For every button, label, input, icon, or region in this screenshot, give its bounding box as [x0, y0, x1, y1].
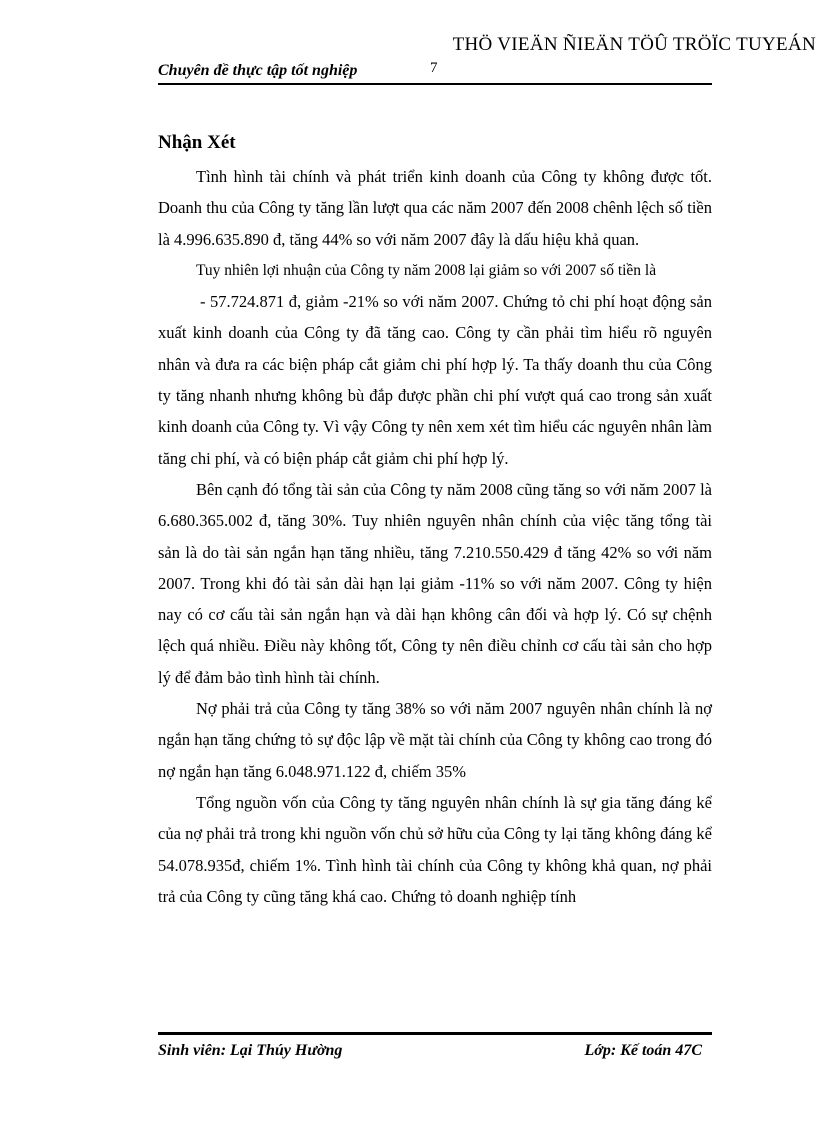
footer-student-name: Sinh viên: Lại Thúy Hường: [158, 1042, 343, 1059]
header-title: Chuyên đề thực tập tốt nghiệp: [158, 62, 358, 79]
paragraph-liabilities: Nợ phải trả của Công ty tăng 38% so với năm 2007 nguyên nhân chính là nợ ngắn hạn tăng chứng tỏ sự độc lập về mặt tài chính của Công ty không cao trong đó nợ ngắn hạn tăng 6.048.971.122 đ, chiếm 35%: [158, 699, 712, 781]
paragraph-capital: Tổng nguồn vốn của Công ty tăng nguyên nhân chính là sự gia tăng đáng kể của nợ phải trả trong khi nguồn vốn chủ sở hữu của Công ty lại tăng không đáng kể 54.078.935đ, chiếm 1%. Tình hình tài chính của Công ty không khả quan, nợ phải trả của Công ty cũng tăng khá cao. Chứng tỏ doanh nghiệp tính: [158, 792, 712, 906]
header-divider: [158, 83, 712, 85]
paragraph-profit-intro: Tuy nhiên lợi nhuận của Công ty năm 2008 lại giảm so với 2007 số tiền là: [196, 261, 657, 279]
paragraph-revenue: Tình hình tài chính và phát triển kinh doanh của Công ty không được tốt. Doanh thu của Công ty tăng lần lượt qua các năm 2007 đến 2008 chênh lệch số tiền là 4.996.635.890 đ, tăng 44% so với năm 2007 đây là dấu hiệu khả quan.: [158, 167, 712, 249]
section-heading: Nhận Xét: [158, 132, 236, 153]
main-content: [158, 130, 712, 912]
paragraph-assets: Bên cạnh đó tổng tài sản của Công ty năm 2008 cũng tăng so với năm 2007 là 6.680.365.002 đ, tăng 30%. Tuy nhiên nguyên nhân chính của việc tăng tổng tài sản là do tài sản ngắn hạn tăng nhiều, tăng 7.210.550.429 đ tăng 42% so với năm 2007. Trong khi đó tài sản dài hạn lại giảm -11% so với năm 2007. Công ty hiện nay có cơ cấu tài sản ngắn hạn và dài hạn không cân đối và hợp lý. Có sự chệnh lệch quá nhiều. Điều này không tốt, Công ty nên điều chỉnh cơ cấu tài sản cho hợp lý để đảm bảo tình hình tài chính.: [158, 479, 712, 687]
watermark-text: THÖ VIEÄN ÑIEÄN TÖÛ TRÖÏC TUYEÁN: [452, 34, 816, 55]
page-number: 7: [430, 60, 438, 76]
footer-divider: [158, 1032, 712, 1035]
paragraph-profit-detail: - 57.724.871 đ, giảm -21% so với năm 2007. Chứng tỏ chi phí hoạt động sản xuất kinh doanh của Công ty đã tăng cao. Công ty cần phải tìm hiểu rõ nguyên nhân và đưa ra các biện pháp cắt giảm chi phí hợp lý. Ta thấy doanh thu của Công ty tăng nhanh nhưng không bù đắp được phần chi phí vượt quá cao trong sản xuất kinh doanh của Công ty. Vì vậy Công ty nên xem xét tìm hiểu các nguyên nhân làm tăng chi phí, và có biện pháp cắt giảm chi phí hợp lý.: [158, 292, 712, 468]
footer-class-name: Lớp: Kế toán 47C: [584, 1042, 702, 1059]
page-header: [158, 60, 712, 84]
